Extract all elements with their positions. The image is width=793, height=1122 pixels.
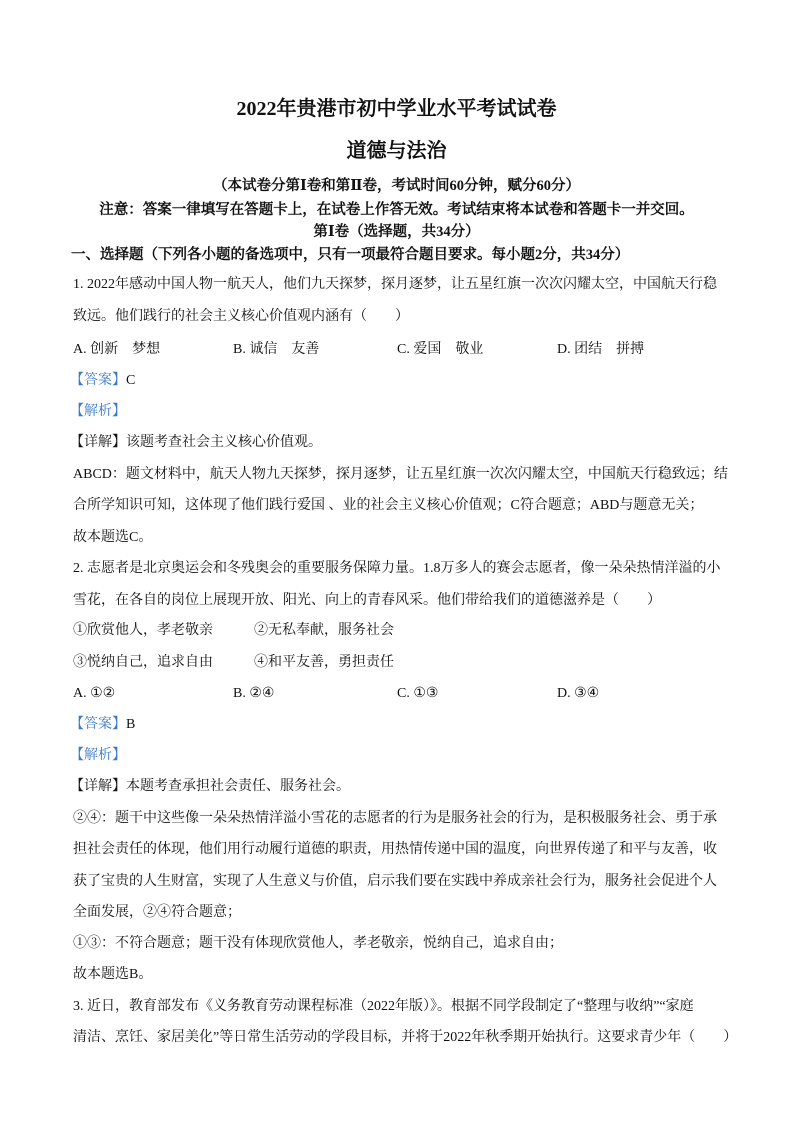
detail-tag: 【详解】 — [70, 435, 126, 450]
question-2-detail — [70, 778, 350, 796]
question-1-explanation-line-2: 合所学知识可知，这体现了他们践行爱国 、业的社会主义核心价值观；C符合题意；ABD与题意无关； — [73, 498, 704, 513]
question-2-explanation-line-6: 故本题选B。 — [73, 967, 153, 982]
answer-value: B — [126, 717, 136, 732]
question-2-option-b: B. ②④ — [233, 686, 275, 701]
section-heading: 一、选择题（下列各小题的备选项中，只有一项最符合题目要求。每小题2分，共34分） — [71, 247, 630, 263]
question-2-option-d: D. ③④ — [557, 686, 600, 701]
question-2-option-c: C. ①③ — [397, 686, 439, 701]
subject-title: 道德与法治 — [346, 140, 447, 162]
question-2-stem-line-2: 雪花，在各自的岗位上展现开放、阳光、向上的青春风采。他们带给我们的道德滋养是（ ） — [73, 593, 661, 608]
question-2-statement-2: ②无私奉献，服务社会 — [254, 623, 394, 638]
part-heading: 第Ⅰ卷（选择题，共34分） — [313, 224, 480, 240]
question-2-explanation-line-1: ②④：题干中这些像一朵朵热情洋溢小雪花的志愿者的行为是服务社会的行为，是积极服务社会、勇于承 — [73, 811, 717, 826]
question-1-explanation-line-3: 故本题选C。 — [73, 530, 153, 545]
question-2-stem-line-1: 2. 志愿者是北京奥运会和冬残奥会的重要服务保障力量。1.8万多人的赛会志愿者，像一朵朵热情洋溢的小 — [73, 561, 721, 576]
exam-title: 2022年贵港市初中学业水平考试试卷 — [236, 98, 557, 120]
question-2-analysis-tag: 【解析】 — [70, 748, 126, 763]
question-1-answer — [70, 372, 135, 390]
answer-tag: 【答案】 — [70, 373, 126, 388]
exam-info: （本试卷分第Ⅰ卷和第Ⅱ卷，考试时间60分钟，赋分60分） — [212, 178, 580, 194]
question-1-option-c: C. 爱国 敬业 — [397, 342, 484, 357]
question-2-answer — [70, 716, 135, 734]
question-3-stem-line-2: 清洁、烹饪、家居美化”等日常生活劳动的学段目标，并将于2022年秋季期开始执行。这要求青少年（ ） — [73, 1030, 738, 1045]
detail-text: 本题考查承担社会责任、服务社会。 — [126, 779, 350, 794]
question-2-explanation-line-5: ①③：不符合题意；题干没有体现欣赏他人，孝老敬亲，悦纳自己，追求自由； — [73, 936, 563, 951]
question-2-explanation-line-4: 全面发展，②④符合题意； — [73, 905, 241, 920]
exam-notice: 注意：答案一律填写在答题卡上，在试卷上作答无效。考试结束将本试卷和答题卡一并交回。 — [99, 202, 694, 218]
question-1-stem-line-1: 1. 2022年感动中国人物一航天人，他们九天探梦，探月逐梦，让五星红旗一次次闪耀太空，中国航天行稳 — [73, 277, 717, 292]
question-2-explanation-line-3: 获了宝贵的人生财富，实现了人生意义与价值，启示我们要在实践中养成亲社会行为，服务社会促进个人 — [73, 874, 717, 889]
detail-tag: 【详解】 — [70, 779, 126, 794]
question-1-stem-line-2: 致远。他们践行的社会主义核心价值观内涵有（ ） — [73, 309, 409, 324]
question-1-option-a: A. 创新 梦想 — [73, 342, 161, 357]
detail-text: 该题考查社会主义核心价值观。 — [126, 435, 322, 450]
answer-value: C — [126, 373, 136, 388]
question-2-explanation-line-2: 担社会责任的体现，他们用行动履行道德的职责，用热情传递中国的温度，向世界传递了和平与友善，收 — [73, 842, 717, 857]
question-2-option-a: A. ①② — [73, 686, 116, 701]
question-1-option-d: D. 团结 拼搏 — [557, 342, 645, 357]
question-1-analysis-tag: 【解析】 — [70, 404, 126, 419]
question-1-explanation-line-1: ABCD：题文材料中，航天人物九天探梦，探月逐梦，让五星红旗一次次闪耀太空，中国航天行稳致远；结 — [73, 467, 728, 482]
question-2-statement-1: ①欣赏他人，孝老敬亲 — [73, 623, 213, 638]
question-1-detail — [70, 434, 322, 452]
question-2-statement-4: ④和平友善，勇担责任 — [254, 655, 394, 670]
answer-tag: 【答案】 — [70, 717, 126, 732]
question-3-stem-line-1: 3. 近日，教育部发布《义务教育劳动课程标准（2022年版）》。根据不同学段制定了“整理与收纳”“家庭 — [73, 999, 694, 1014]
question-1-option-b: B. 诚信 友善 — [233, 342, 320, 357]
question-2-statement-3: ③悦纳自己，追求自由 — [73, 655, 213, 670]
